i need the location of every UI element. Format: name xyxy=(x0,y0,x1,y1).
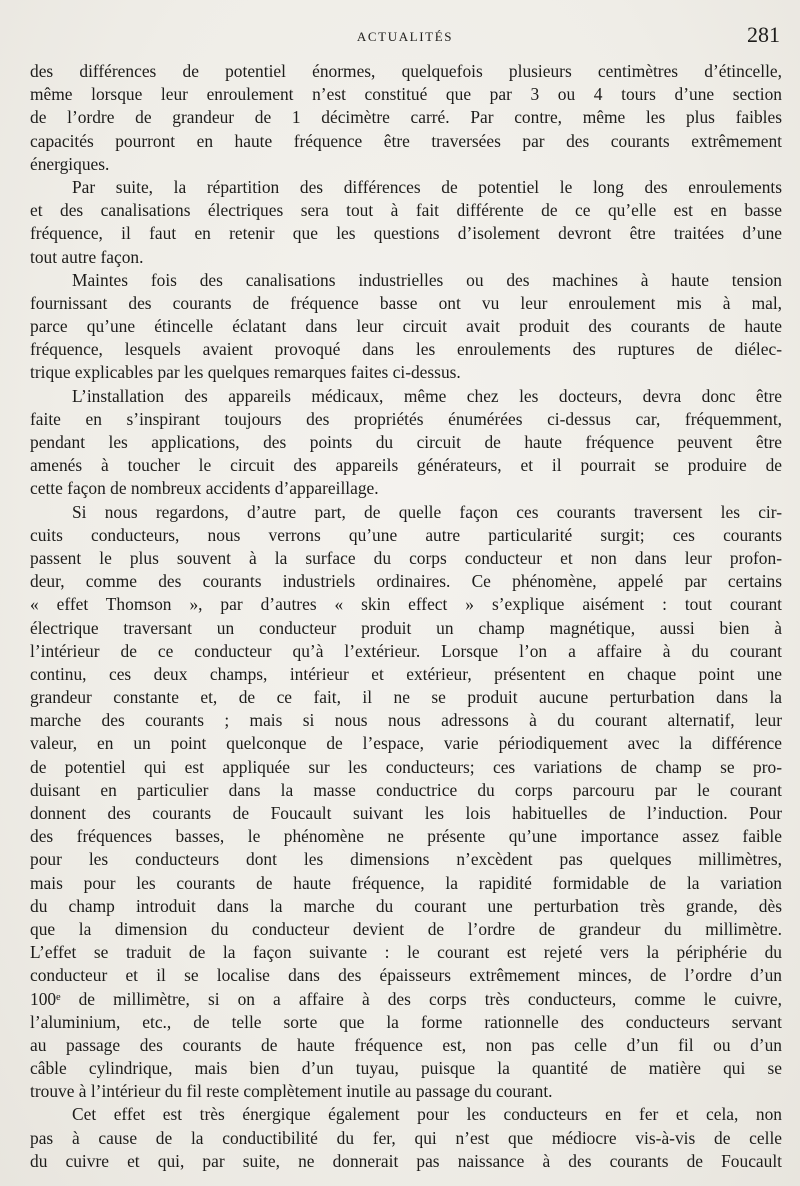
text-line: continu, ces deux champs, intérieur et extérieur, présentent en chaque point une xyxy=(30,663,782,684)
text-line: du champ introduit dans la marche du courant une perturbation très grande, dès xyxy=(30,895,782,916)
paragraph xyxy=(30,1103,782,1173)
text-line: grandeur constante et, de ce fait, il ne se produit aucune perturbation dans la xyxy=(30,687,782,708)
text-line: fréquence, lesquels avaient provoqué dans les enroulements des ruptures de diélec- xyxy=(30,339,782,360)
text-line: 100ᵉ de millimètre, si on a affaire à des corps très conducteurs, comme le cuivre, xyxy=(30,988,782,1009)
text-line: trique explicables par les quelques remarques faites ci-dessus. xyxy=(30,362,461,383)
text-line: l’intérieur de ce conducteur qu’à l’extérieur. Lorsque l’on a affaire à du courant xyxy=(30,640,782,661)
text-line: que la dimension du conducteur devient de l’ordre de grandeur du millimètre. xyxy=(30,918,782,939)
text-line: Par suite, la répartition des différences de potentiel le long des enroulements xyxy=(72,176,782,197)
text-line: valeur, en un point quelconque de l’espace, varie périodiquement avec la différence xyxy=(30,733,782,754)
text-line: Maintes fois des canalisations industrielles ou des machines à haute tension xyxy=(72,269,782,290)
text-line: pour les conducteurs dont les dimensions n’excèdent pas quelques millimètres, xyxy=(30,849,782,870)
page-number: 281 xyxy=(747,22,780,47)
text-line: duisant en particulier dans la masse conductrice du corps parcouru par le courant xyxy=(30,779,782,800)
text-line: fréquence, il faut en retenir que les questions d’isolement devront être traitées d’une xyxy=(30,223,782,244)
text-line: amenés à toucher le circuit des appareils générateurs, et il pourrait se produire de xyxy=(30,455,782,476)
text-line: électrique traversant un conducteur produit un champ magnétique, aussi bien à xyxy=(30,617,782,638)
paragraph xyxy=(30,385,782,501)
paragraph xyxy=(30,176,782,269)
text-line: donnent des courants de Foucault suivant les lois habituelles de l’induction. Pour xyxy=(30,803,782,823)
text-line: du cuivre et qui, par suite, ne donnerait pas naissance à des courants de Foucault xyxy=(30,1150,782,1171)
text-line: conducteur et il se localise dans des épaisseurs extrêmement minces, de l’ordre d’un xyxy=(30,965,782,986)
text-line: même lorsque leur enroulement n’est constitué que par 3 ou 4 tours d’une section xyxy=(30,84,782,105)
text-line: marche des courants ; mais si nous nous adressons à du courant alternatif, leur xyxy=(30,710,782,731)
text-line: pendant les applications, des points du circuit de haute fréquence peuvent être xyxy=(30,432,782,452)
text-line: de potentiel qui est appliquée sur les conducteurs; ces variations de champ se pro- xyxy=(30,756,782,777)
text-line: faite en s’inspirant toujours des propriétés énumérées ci-dessus car, fréquemment, xyxy=(30,408,782,429)
paragraph xyxy=(30,269,782,385)
text-line: tout autre façon. xyxy=(30,246,144,267)
text-line: capacités pourront en haute fréquence être traversées par des courants extrêmement xyxy=(30,130,782,151)
body-text xyxy=(30,60,782,1173)
text-line: « effet Thomson », par d’autres « skin effect » s’explique aisément : tout courant xyxy=(30,594,782,615)
running-head-title: ACTUALITÉS xyxy=(356,29,454,44)
text-line: cuits conducteurs, nous verrons qu’une autre particularité surgit; ces courants xyxy=(30,524,782,545)
text-line: l’aluminium, etc., de telle sorte que la forme rationnelle des conducteurs servant xyxy=(30,1011,782,1032)
paragraph xyxy=(30,501,782,1104)
text-line: de l’ordre de grandeur de 1 décimètre carré. Par contre, même les plus faibles xyxy=(30,107,782,128)
text-line: Cet effet est très énergique également pour les conducteurs en fer et cela, non xyxy=(72,1104,782,1125)
running-head xyxy=(30,24,780,50)
text-line: fournissant des courants de fréquence basse ont vu leur enroulement mis à mal, xyxy=(30,292,782,313)
text-line: des fréquences basses, le phénomène ne présente qu’une importance assez faible xyxy=(30,826,782,847)
text-line: câble cylindrique, mais bien d’un tuyau, puisque la quantité de matière qui se xyxy=(30,1058,782,1079)
paragraph xyxy=(30,60,782,176)
text-line: trouve à l’intérieur du fil reste complètement inutile au passage du courant. xyxy=(30,1081,553,1102)
text-line: au passage des courants de haute fréquence est, non pas celle d’un fil ou d’un xyxy=(30,1034,782,1055)
text-line: Si nous regardons, d’autre part, de quelle façon ces courants traversent les cir- xyxy=(72,501,782,522)
text-line: mais pour les courants de haute fréquence, la rapidité formidable de la variation xyxy=(30,872,782,893)
text-line: pas à cause de la conductibilité du fer, qui n’est que médiocre vis-à-vis de celle xyxy=(30,1127,782,1148)
text-line: des différences de potentiel énormes, quelquefois plusieurs centimètres d’étincelle, xyxy=(30,61,782,81)
text-line: cette façon de nombreux accidents d’appareillage. xyxy=(30,478,379,499)
text-line: L’effet se traduit de la façon suivante : le courant est rejeté vers la périphérie du xyxy=(30,942,782,963)
text-line: énergiques. xyxy=(30,153,110,174)
text-line: passent le plus souvent à la surface du corps conducteur et non dans leur profon- xyxy=(30,547,782,568)
text-line: L’installation des appareils médicaux, même chez les docteurs, devra donc être xyxy=(72,385,782,406)
text-line: deur, comme des courants industriels ordinaires. Ce phénomène, appelé par certains xyxy=(30,571,782,592)
text-line: et des canalisations électriques sera tout à fait différente de ce qu’elle est en basse xyxy=(30,200,782,221)
text-line: parce qu’une étincelle éclatant dans leur circuit avait produit des courants de haute xyxy=(30,316,782,337)
